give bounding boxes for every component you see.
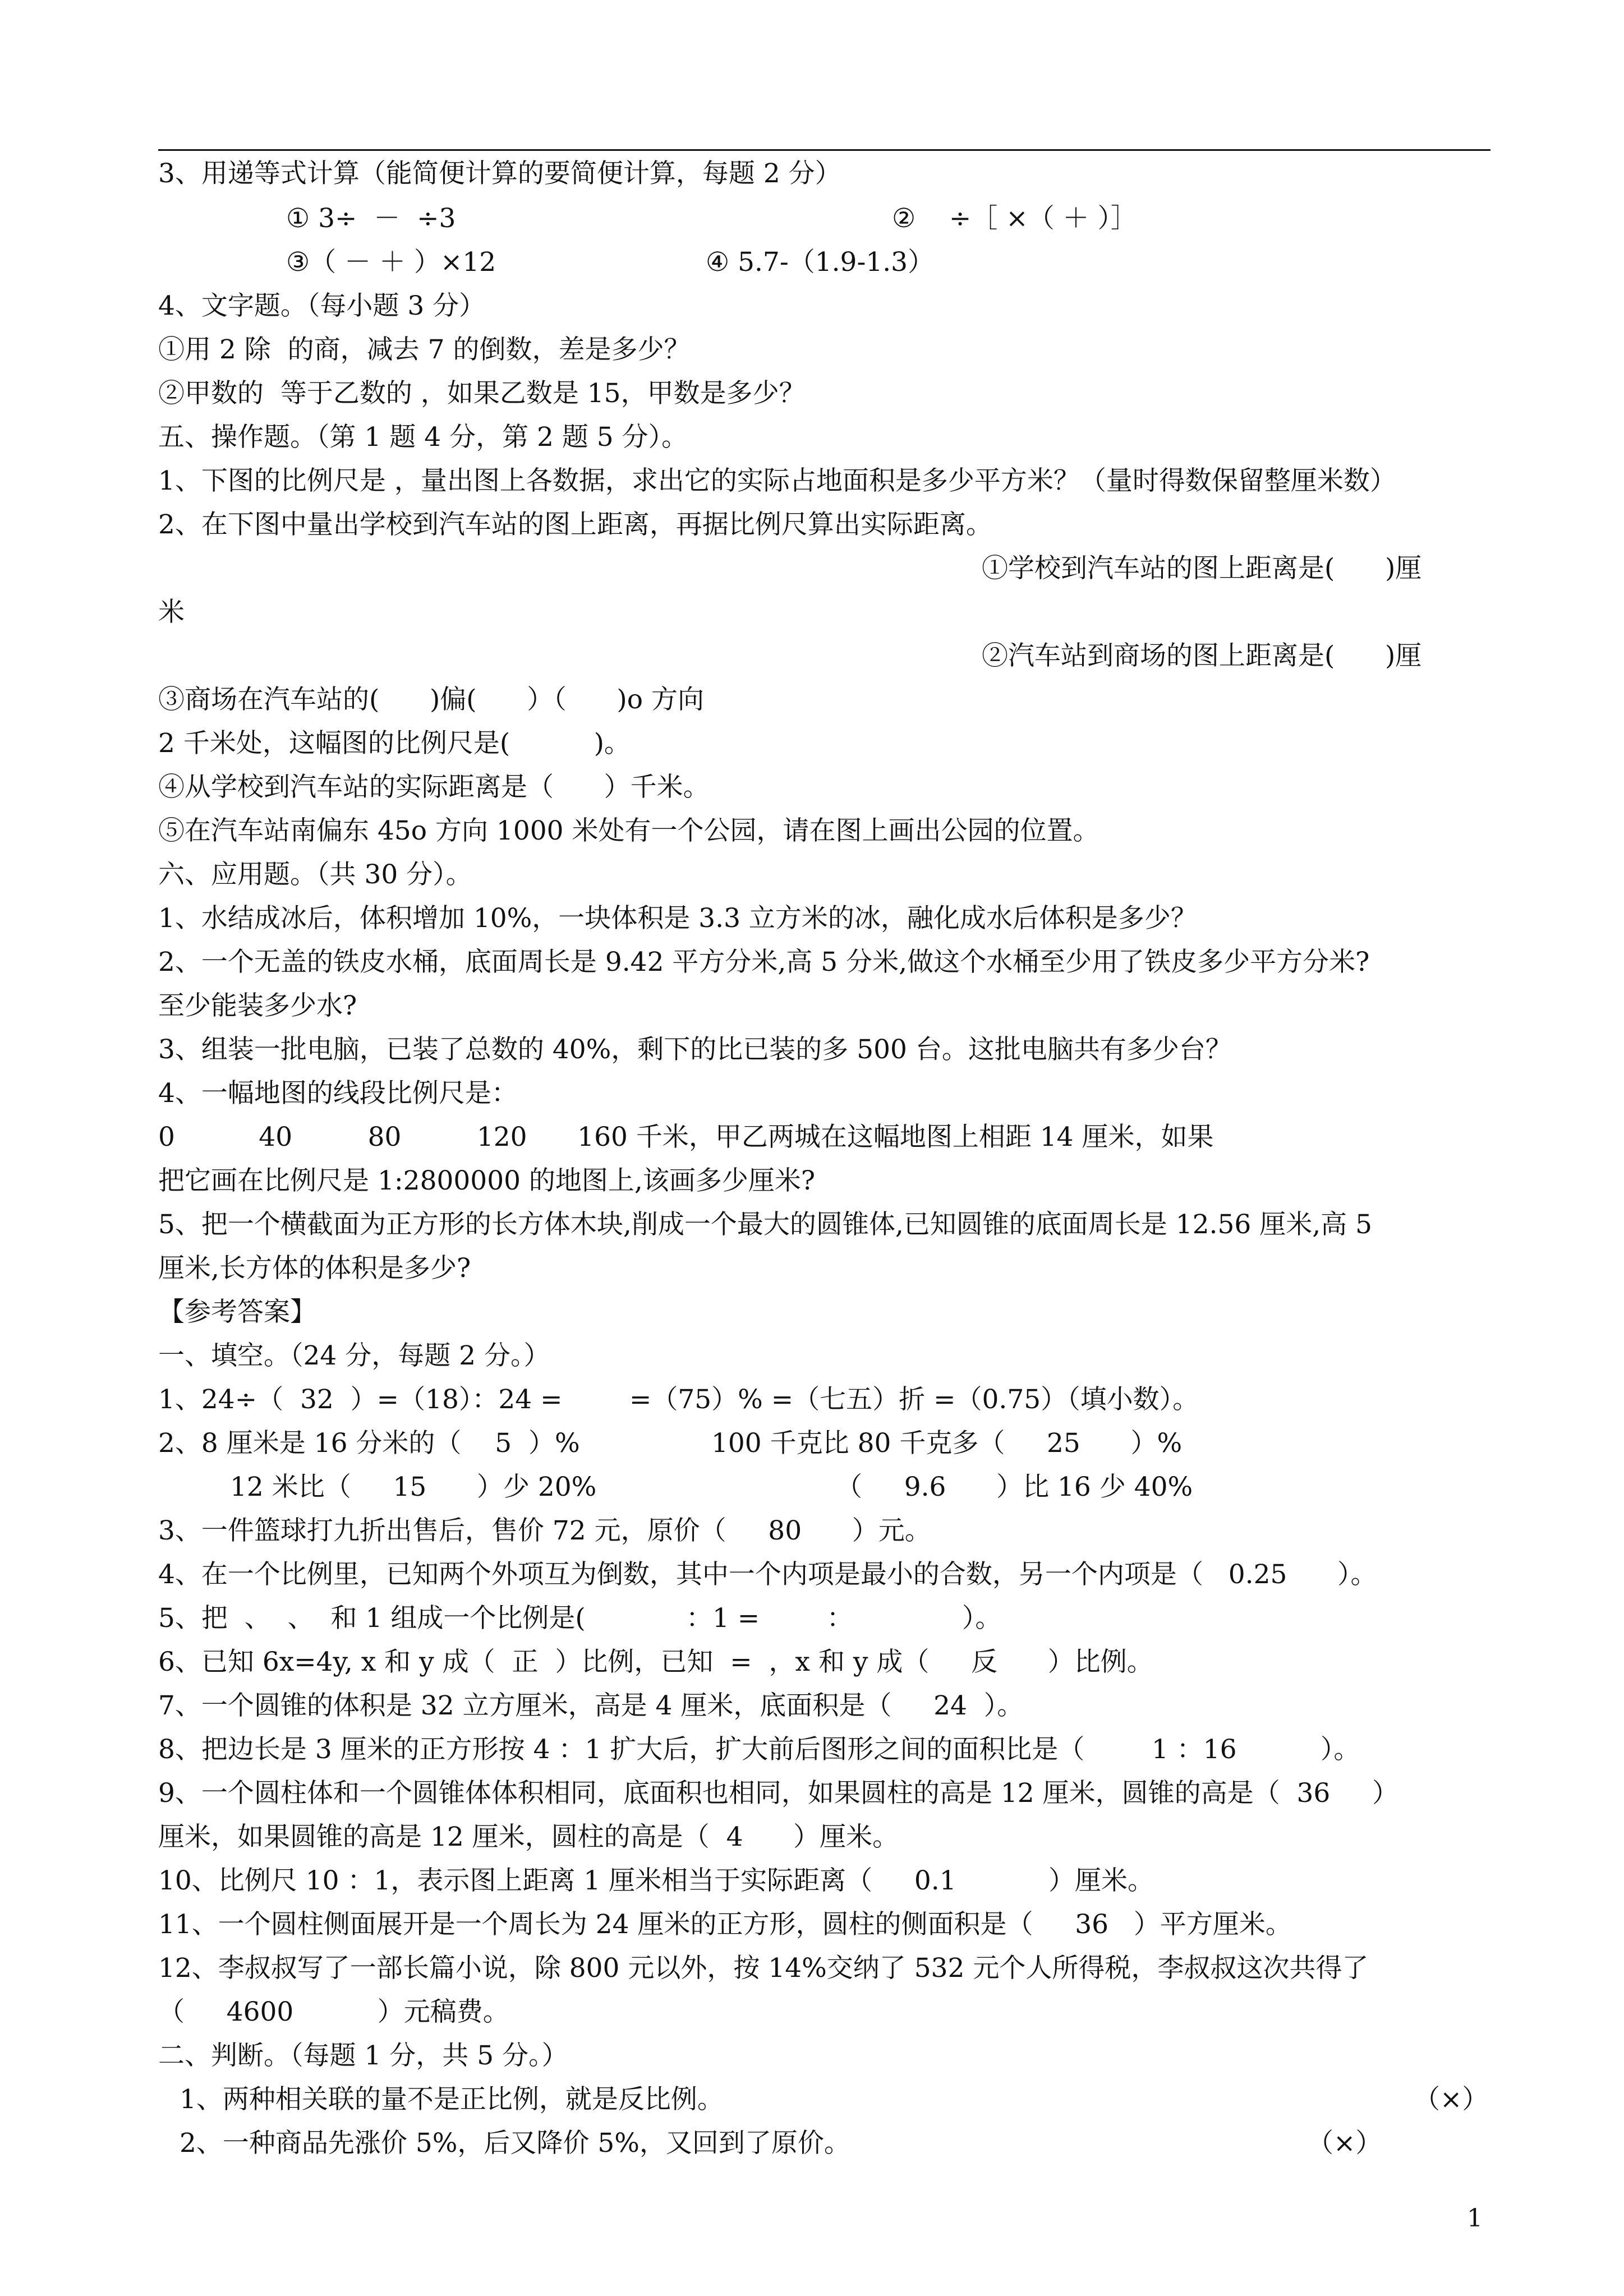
page-number: 1 [1467,2204,1483,2233]
answer-9: 9、一个圆柱体和一个圆锥体体积相同，底面积也相同，如果圆柱的高是 12 厘米，圆锥的高是（ 36 ） [158,1778,1398,1809]
operation-q3: ③商场在汽车站的( )偏( ）（ )o 方向 [158,684,705,715]
operation-item-1: 1、下图的比例尺是 ，量出图上各数据，求出它的实际占地面积是多少平方米？（量时得数保留整厘米数） [158,465,1396,496]
calc-item-2: ② ÷［ ×（ ＋ ）］ [892,203,1137,234]
operation-q5: ⑤在汽车站南偏东 45o 方向 1000 米处有一个公园，请在图上画出公园的位置。 [158,815,1099,846]
answers-fill-heading: 一、填空。（24 分，每题 2 分。） [158,1340,550,1371]
judge-answer-2: （×） [1307,2128,1382,2159]
application-item-2-cont: 至少能装多少水? [158,990,357,1021]
operation-q4: ④从学校到汽车站的实际距离是（ ）千米。 [158,772,710,803]
header-rule [158,149,1490,151]
answer-11: 11、一个圆柱侧面展开是一个周长为 24 厘米的正方形，圆柱的侧面积是（ 36 ）平方厘米。 [158,1909,1292,1940]
answers-heading: 【参考答案】 [158,1297,316,1327]
judge-item-1: 1、两种相关联的量不是正比例，就是反比例。 [180,2084,724,2115]
answer-2a: 2、8 厘米是 16 分米的（ 5 ）% [158,1428,580,1459]
operation-scale: 2 千米处，这幅图的比例尺是( )。 [158,728,631,759]
operation-heading: 五、操作题。（第 1 题 4 分，第 2 题 5 分）。 [158,422,688,453]
answer-9-cont: 厘米，如果圆锥的高是 12 厘米，圆柱的高是（ 4 ）厘米。 [158,1822,899,1852]
operation-q1-cont: 米 [158,597,185,628]
answer-2d: （ 9.6 ）比 16 少 40% [836,1472,1193,1502]
word-heading: 4、文字题。（每小题 3 分） [158,291,486,321]
operation-q2: ②汽车站到商场的图上距离是( )厘 [982,640,1422,671]
application-item-4-cont: 把它画在比例尺是 1:2800000 的地图上,该画多少厘米? [158,1165,816,1196]
answer-4: 4、在一个比例里，已知两个外项互为倒数，其中一个内项是最小的合数，另一个内项是（ 0.25 ）。 [158,1559,1377,1590]
answer-7: 7、一个圆锥的体积是 32 立方厘米，高是 4 厘米，底面积是（ 24 ）。 [158,1690,1024,1721]
word-item-1: ①用 2 除 的商，减去 7 的倒数，差是多少？ [158,334,691,365]
application-item-3: 3、组装一批电脑，已装了总数的 40%，剩下的比已装的多 500 台。这批电脑共有多少台？ [158,1034,1232,1065]
answer-12-cont: （ 4600 ）元稿费。 [158,1997,509,2027]
application-item-1: 1、水结成冰后，体积增加 10%，一块体积是 3.3 立方米的冰，融化成水后体积是多少？ [158,903,1197,934]
calc-item-1: ① 3÷ － ÷3 [286,203,456,234]
scale-bar-line: 0 40 80 120 160 千米，甲乙两城在这幅地图上相距 14 厘米，如果 [158,1122,1214,1152]
calc-item-4: ④ 5.7-（1.9-1.3） [706,247,935,278]
answer-6: 6、已知 6x=4y, x 和 y 成（ 正 ）比例，已知 = ，x 和 y 成（ 反 ）比例。 [158,1647,1153,1677]
judge-item-2: 2、一种商品先涨价 5%，后又降价 5%，又回到了原价。 [180,2128,850,2159]
answer-1: 1、24÷（ 32 ）=（18）：24 = =（75）% =（七五）折 =（0.75）（填小数）。 [158,1384,1199,1415]
answer-10: 10、比例尺 10 ：1，表示图上距离 1 厘米相当于实际距离（ 0.1 ）厘米。 [158,1865,1154,1896]
application-item-5: 5、把一个横截面为正方形的长方体木块,削成一个最大的圆锥体,已知圆锥的底面周长是 12.56 厘米,高 5 [158,1209,1372,1240]
application-item-4: 4、一幅地图的线段比例尺是： [158,1078,518,1109]
answer-2c: 12 米比（ 15 ）少 20% [230,1472,597,1502]
answer-2b: 100 千克比 80 千克多（ 25 ）% [711,1428,1183,1459]
application-heading: 六、应用题。（共 30 分）。 [158,859,472,890]
application-item-5-cont: 厘米,长方体的体积是多少? [158,1253,471,1284]
word-item-2: ②甲数的 等于乙数的 ，如果乙数是 15，甲数是多少？ [158,378,806,409]
application-item-2: 2、一个无盖的铁皮水桶，底面周长是 9.42 平方分米,高 5 分米,做这个水桶至少用了铁皮多少平方分米? [158,947,1370,978]
judge-answer-1: （×） [1414,2084,1489,2115]
answer-12: 12、李叔叔写了一部长篇小说，除 800 元以外，按 14%交纳了 532 元个人所得税，李叔叔这次共得了 [158,1953,1369,1984]
answer-3: 3、一件篮球打九折出售后，售价 72 元，原价（ 80 ）元。 [158,1515,931,1546]
operation-item-2: 2、在下图中量出学校到汽车站的图上距离，再据比例尺算出实际距离。 [158,509,992,540]
answer-5: 5、把 、 、 和 1 组成一个比例是( ：1 = ： ）。 [158,1603,1002,1634]
calc-heading: 3、用递等式计算（能简便计算的要简便计算，每题 2 分） [158,158,841,189]
answer-8: 8、把边长是 3 厘米的正方形按 4 ：1 扩大后，扩大前后图形之间的面积比是（ 1 ：16 ）。 [158,1734,1360,1765]
answers-judge-heading: 二、判断。（每题 1 分，共 5 分。） [158,2040,568,2071]
operation-q1: ①学校到汽车站的图上距离是( )厘 [982,553,1422,584]
calc-item-3: ③（ － ＋ ）×12 [286,247,496,278]
